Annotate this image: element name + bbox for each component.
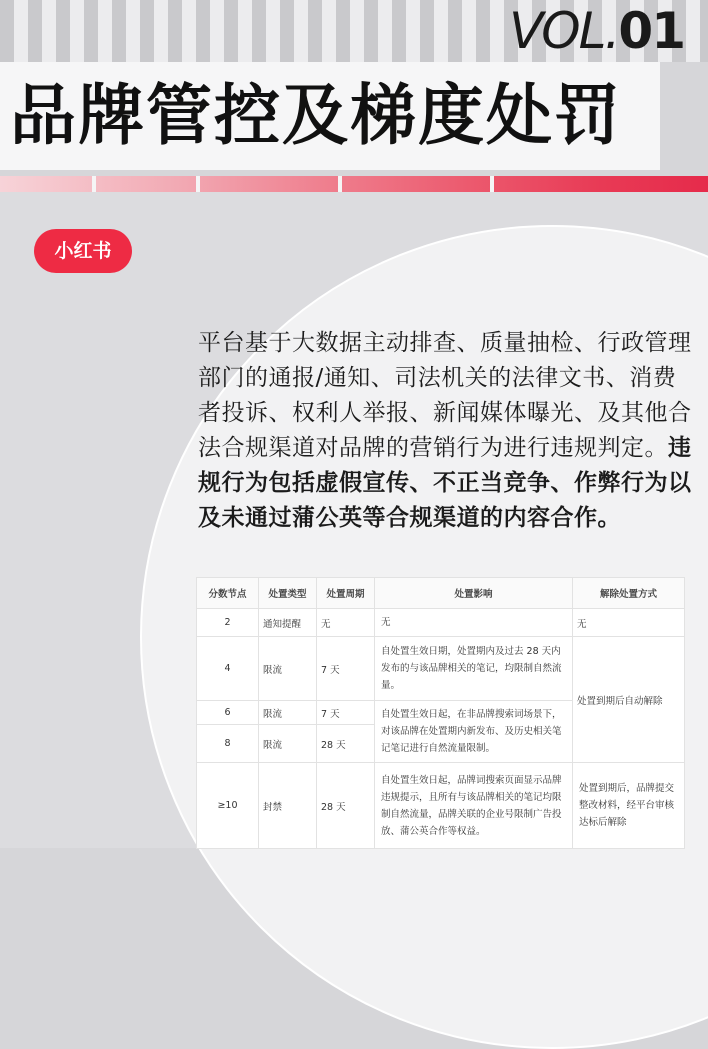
table-header-row [197,578,685,609]
strip-divider [92,176,96,192]
cell-effect: 自处置生效日期，处置期内及过去 28 天内发布的与该品牌相关的笔记，均限制自然流量。 [375,637,573,701]
policy-paragraph [198,326,698,536]
cell-period: 7 天 [317,701,375,725]
penalty-table-container [196,577,684,848]
cell-type: 通知提醒 [259,609,317,637]
cell-release: 处置到期后自动解除 [573,637,685,763]
table-row [197,637,685,701]
cell-type: 限流 [259,637,317,701]
penalty-table [196,577,685,849]
strip-divider [196,176,200,192]
paragraph-text: 平台基于大数据主动排查、质量抽检、行政管理部门的通报/通知、司法机关的法律文书、消费者投诉、权利人举报、新闻媒体曝光、及其他合法合规渠道对品牌的营销行为进行违规判定。 [198,330,692,461]
paragraph-bold-text: 违规行为包括虚假宣传、不正当竞争、作弊行为以及未通过蒲公英等合规渠道的内容合作。 [198,435,692,531]
table-row [197,763,685,849]
cell-period: 无 [317,609,375,637]
column-header: 处置类型 [259,578,317,609]
cell-release: 无 [573,609,685,637]
column-header: 处置周期 [317,578,375,609]
strip-divider [490,176,494,192]
cell-type: 封禁 [259,763,317,849]
cell-effect: 自处置生效日起，在非品牌搜索词场景下，对该品牌在处置期内新发布、及历史相关笔记笔记进行自然流量限制。 [375,701,573,763]
cell-type: 限流 [259,725,317,763]
cell-type: 限流 [259,701,317,725]
cell-effect: 自处置生效日起，品牌词搜索页面显示品牌违规提示，且所有与该品牌相关的笔记均限制自然流量，品牌关联的企业号限制广告投放、蒲公英合作等权益。 [375,763,573,849]
cell-score: ≥10 [197,763,259,849]
table-row [197,609,685,637]
volume-number: 01 [618,2,684,60]
cell-period: 28 天 [317,763,375,849]
cell-effect: 无 [375,609,573,637]
cell-score: 4 [197,637,259,701]
volume-label [509,0,684,62]
strip-divider [338,176,342,192]
cell-release: 处置到期后，品牌提交整改材料，经平台审核达标后解除 [573,763,685,849]
xiaohongshu-logo: 小红书 [34,229,132,273]
page-title: 品牌管控及梯度处罚 [10,77,622,154]
column-header: 分数节点 [197,578,259,609]
accent-strip [0,176,708,192]
cell-score: 6 [197,701,259,725]
cell-score: 2 [197,609,259,637]
cell-score: 8 [197,725,259,763]
cell-period: 28 天 [317,725,375,763]
cell-period: 7 天 [317,637,375,701]
volume-prefix: VOL. [509,2,619,60]
column-header: 解除处置方式 [573,578,685,609]
column-header: 处置影响 [375,578,573,609]
